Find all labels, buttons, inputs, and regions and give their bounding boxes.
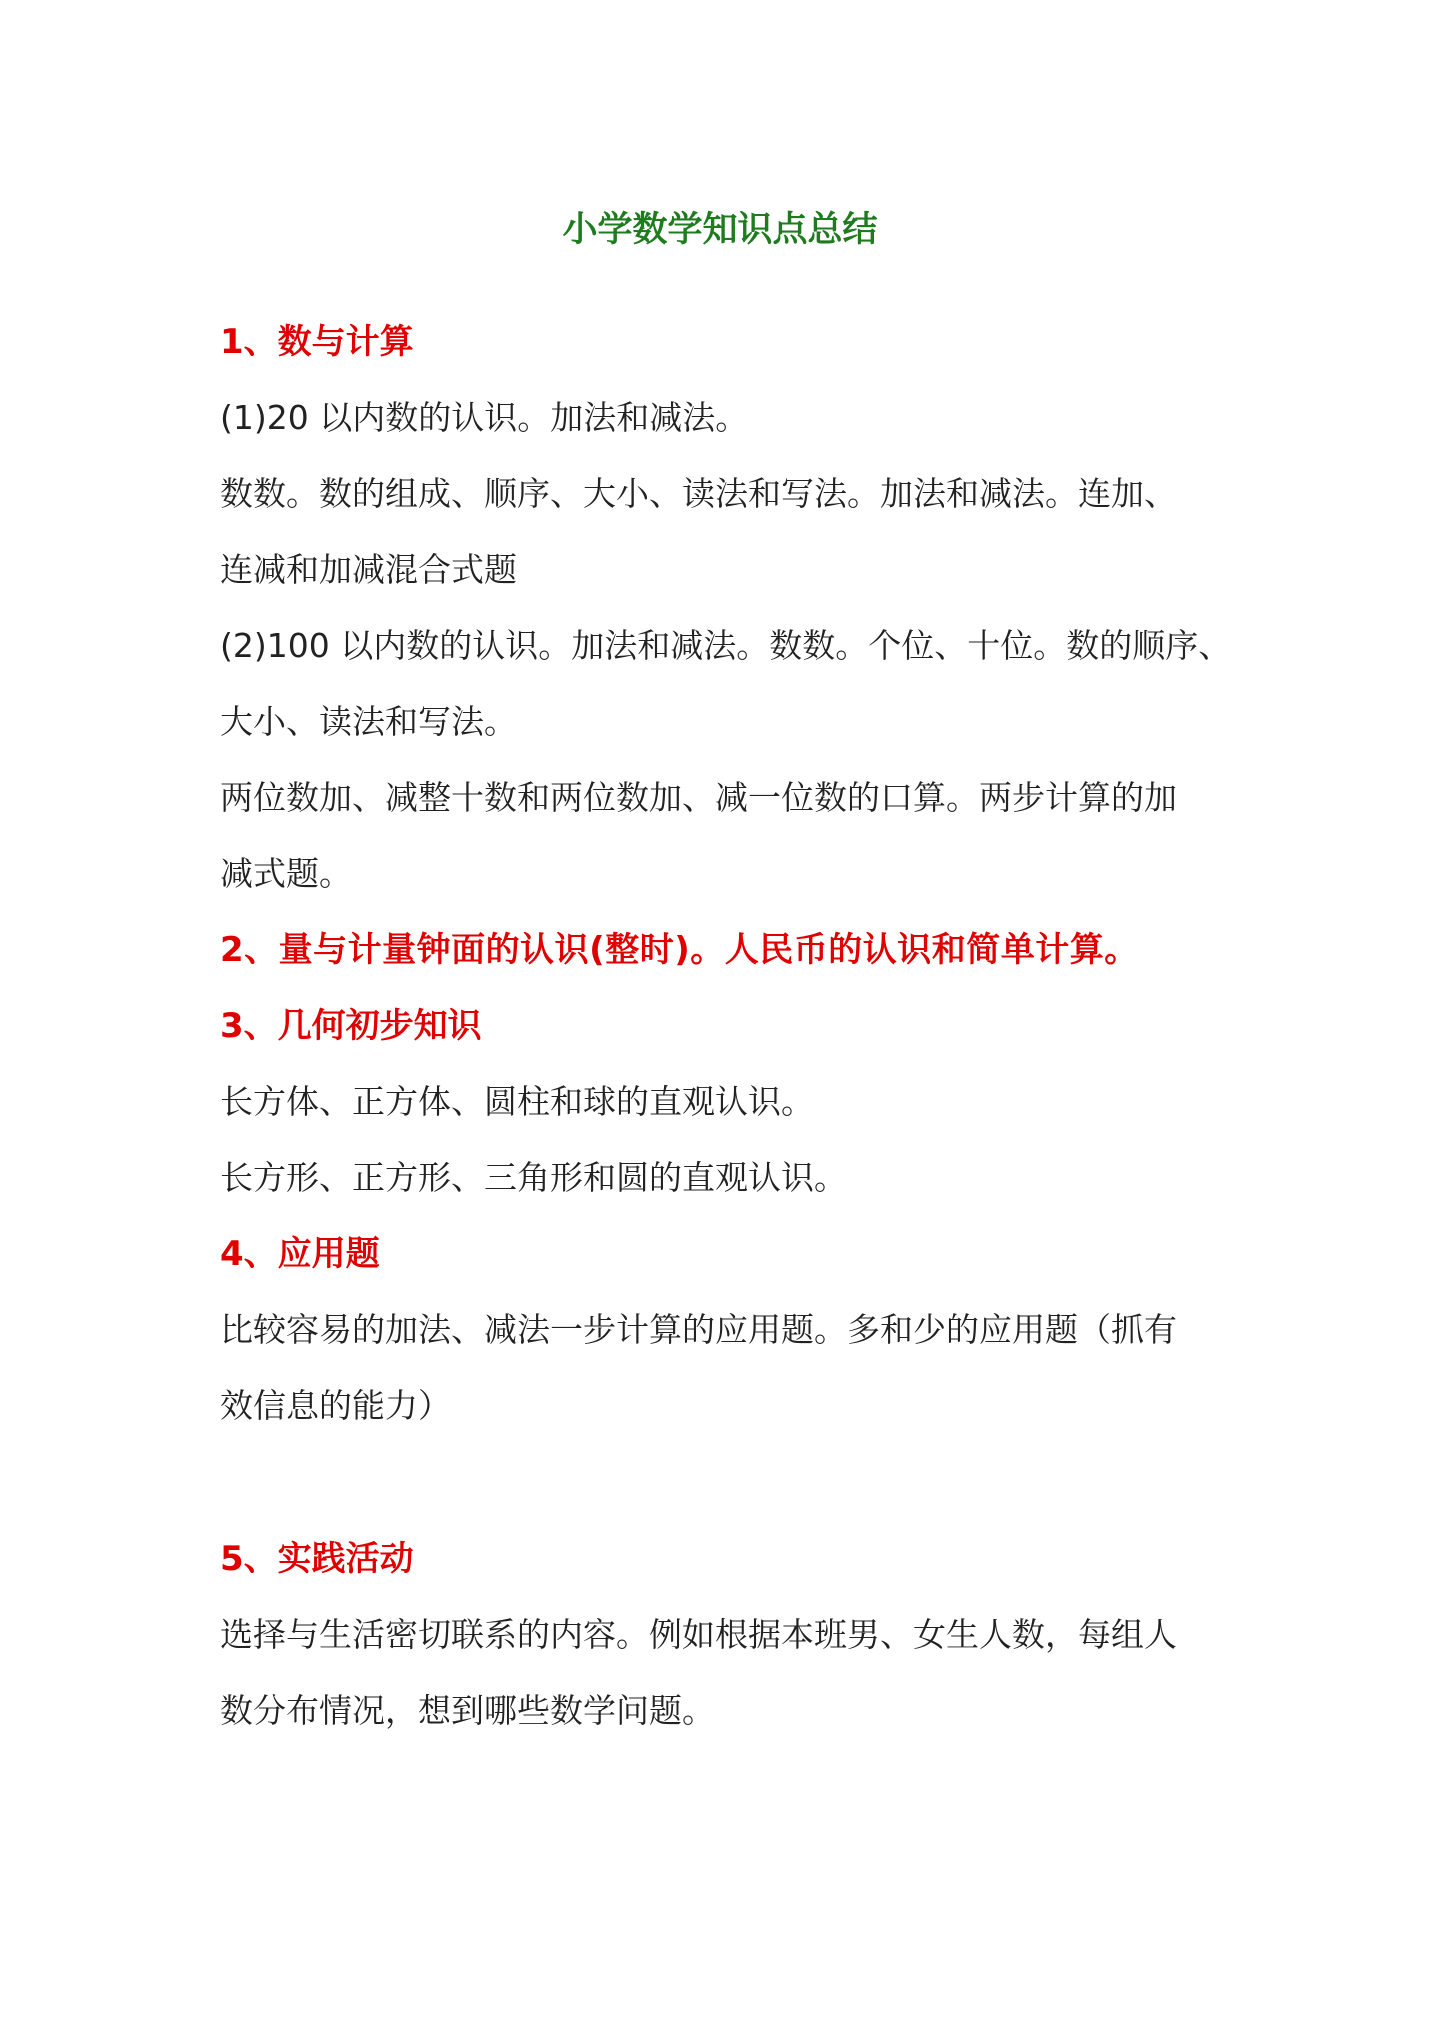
- section-2-heading: 2、量与计量钟面的认识(整时)。人民币的认识和简单计算。: [220, 930, 1139, 970]
- section-1-line-7: 减式题。: [220, 854, 352, 893]
- section-1-line-6: 两位数加、减整十数和两位数加、减一位数的口算。两步计算的加: [220, 778, 1177, 817]
- section-4-line-1: 比较容易的加法、减法一步计算的应用题。多和少的应用题（抓有: [220, 1310, 1177, 1349]
- section-1-line-5: 大小、读法和写法。: [220, 702, 517, 741]
- section-5-heading: 5、实践活动: [220, 1539, 414, 1579]
- section-4-heading: 4、应用题: [220, 1234, 380, 1274]
- section-1-line-3: 连减和加减混合式题: [220, 550, 517, 589]
- section-3-heading: 3、几何初步知识: [220, 1006, 482, 1046]
- section-3-line-2: 长方形、正方形、三角形和圆的直观认识。: [220, 1158, 847, 1197]
- section-5-line-1: 选择与生活密切联系的内容。例如根据本班男、女生人数，每组人: [220, 1615, 1177, 1654]
- section-4-line-2: 效信息的能力）: [220, 1386, 451, 1425]
- section-1-line-4: (2)100 以内数的认识。加法和减法。数数。个位、十位。数的顺序、: [220, 626, 1232, 665]
- section-5-line-2: 数分布情况，想到哪些数学问题。: [220, 1691, 715, 1730]
- section-1-line-2: 数数。数的组成、顺序、大小、读法和写法。加法和减法。连加、: [220, 474, 1177, 513]
- section-1-heading: 1、数与计算: [220, 322, 414, 362]
- section-1-line-1: (1)20 以内数的认识。加法和减法。: [220, 398, 749, 437]
- section-3-line-1: 长方体、正方体、圆柱和球的直观认识。: [220, 1082, 814, 1121]
- document-title: 小学数学知识点总结: [562, 210, 878, 250]
